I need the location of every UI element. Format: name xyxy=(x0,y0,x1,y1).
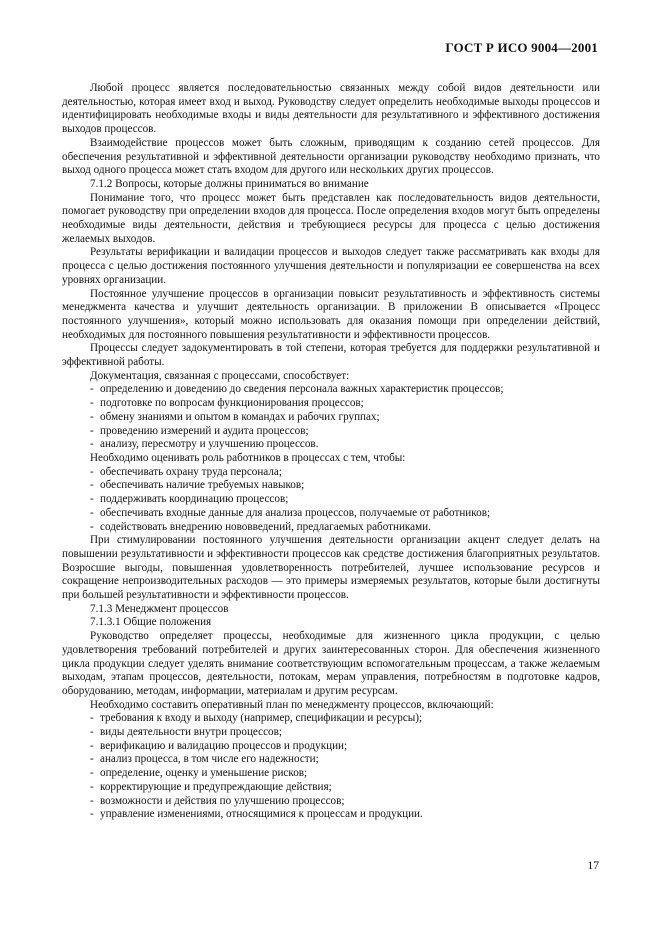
list-item xyxy=(62,438,600,452)
list-item-text: проведению измерений и аудита процессов; xyxy=(100,424,309,437)
list-marker: - xyxy=(90,479,94,492)
list-item-text: анализ процесса, в том числе его надежности; xyxy=(100,753,319,766)
list-item-text: верификацию и валидацию процессов и продукции; xyxy=(100,739,348,752)
list-item xyxy=(62,726,600,740)
list-marker: - xyxy=(90,383,94,396)
list-marker: - xyxy=(90,712,94,725)
standard-header: ГОСТ Р ИСО 9004—2001 xyxy=(445,40,598,55)
paragraph: 7.1.3.1 Общие положения xyxy=(90,616,212,629)
list-item xyxy=(62,493,600,507)
list-item xyxy=(62,521,600,535)
list-marker: - xyxy=(90,520,94,533)
list-marker: - xyxy=(90,794,94,807)
list-item xyxy=(62,808,600,822)
list-item xyxy=(62,753,600,767)
list-marker: - xyxy=(90,493,94,506)
list-marker: - xyxy=(90,739,94,752)
paragraph: Руководство определяет процессы, необходимые для жизненного цикла продукции, с целью удовлетворения требований потребителей и других заинтересованных сторон. Для обеспечения жизненного цикла продукции следует уделять внимание соответствующим вспомогательным процессам, а также желаемым выходам, этапам процессов, деятельности, потокам, мерам управления, потребностям в подготовке кадров, оборудованию, методам, информации, материалам и другим ресурсам. xyxy=(62,630,600,697)
paragraph: Результаты верификации и валидации процессов и выходов следует также рассматривать как входы для процесса с целью достижения постоянного улучшения деятельности и популяризации ее совершенства на всех уровнях организации. xyxy=(62,246,600,286)
list-item-text: управление изменениями, относящимися к процессам и продукции. xyxy=(100,808,423,821)
list-item-text: требования к входу и выходу (например, спецификации и ресурсы); xyxy=(100,712,423,725)
list-item-text: анализу, пересмотру и улучшению процессов. xyxy=(100,438,319,451)
list-marker: - xyxy=(90,397,94,410)
list-item xyxy=(62,740,600,754)
list-item xyxy=(62,781,600,795)
paragraph: Взаимодействие процессов может быть сложным, приводящим к созданию сетей процессов. Для обеспечения результативной и эффективной деятельности организации руководству необходимо признать, что выход одного процесса может стать входом для другого или нескольких других процессов. xyxy=(62,136,600,177)
paragraph: Постоянное улучшение процессов в организации повысит результативность и эффективность системы менеджмента качества и улучшит деятельность организации. В приложении В описывается «Процесс постоянного улучшения», который можно использовать для оказания помощи при определении действий, необходимых для постоянного повышения результативности и эффективности процессов. xyxy=(62,287,600,341)
list-item-text: обмену знаниями и опытом в командах и рабочих группах; xyxy=(100,410,380,423)
list-item-text: обеспечивать охрану труда персонала; xyxy=(100,465,282,478)
list-item xyxy=(62,712,600,726)
list-item-text: обеспечивать входные данные для анализа процессов, получаемые от работников; xyxy=(100,506,491,519)
list-item-text: корректирующие и предупреждающие действия; xyxy=(100,780,332,793)
list-item xyxy=(62,767,600,781)
list-item xyxy=(62,507,600,521)
list-item xyxy=(62,479,600,493)
paragraph: Процессы следует задокументировать в той степени, которая требуется для поддержки результативной и эффективной работы. xyxy=(62,342,600,369)
list-item-text: содействовать внедрению нововведений, предлагаемых работниками. xyxy=(100,520,431,533)
list-item-text: поддерживать координацию процессов; xyxy=(100,493,289,506)
list-item-text: определению и доведению до сведения персонала важных характеристик процессов; xyxy=(100,383,504,396)
list-marker: - xyxy=(90,438,94,451)
list-item xyxy=(62,411,600,425)
paragraph: 7.1.3 Менеджмент процессов xyxy=(90,602,229,615)
list-marker: - xyxy=(90,753,94,766)
list-marker: - xyxy=(90,767,94,780)
list-item-text: обеспечивать наличие требуемых навыков; xyxy=(100,479,305,492)
list-item xyxy=(62,383,600,397)
list-marker: - xyxy=(90,726,94,739)
list-item xyxy=(62,795,600,809)
list-marker: - xyxy=(90,410,94,423)
paragraph: При стимулировании постоянного улучшения деятельности организации акцент следует делать на повышении результативности и эффективности процессов как средстве достижения благоприятных результатов. Возросшие выгоды, повышенная удовлетворенность потребителей, лучшее использование ресурсов и сокращение непроизводительных расходов — это примеры измеряемых результатов, которые были достигнуты при большей результативности и эффективности процессов. xyxy=(62,534,600,602)
list-item xyxy=(62,466,600,480)
paragraph: Необходимо составить оперативный план по менеджменту процессов, включающий: xyxy=(90,698,494,711)
paragraph: Понимание того, что процесс может быть представлен как последовательность видов деятельности, помогает руководству при определении входов для процесса. После определения входов могут быть определены необходимые виды деятельности, действия и требующиеся ресурсы для процесса с целью достижения желаемых выходов. xyxy=(62,191,600,245)
page-number: 17 xyxy=(587,860,599,872)
list-marker: - xyxy=(90,780,94,793)
list-item xyxy=(62,425,600,439)
list-marker: - xyxy=(90,465,94,478)
list-marker: - xyxy=(90,506,94,519)
list-item xyxy=(62,397,600,411)
paragraph: 7.1.2 Вопросы, которые должны приниматься во внимание xyxy=(90,177,369,190)
list-marker: - xyxy=(90,424,94,437)
paragraph: Любой процесс является последовательностью связанных между собой видов деятельности или деятельностью, которая имеет вход и выход. Руководству следует определить необходимые выходы процессов и идентифицировать необходимые входы и виды деятельности для результативного и эффективного достижения выходов процессов. xyxy=(62,82,600,136)
list-item-text: подготовке по вопросам функционирования процессов; xyxy=(100,397,364,410)
list-item-text: определение, оценку и уменьшение рисков; xyxy=(100,767,308,780)
list-item-text: виды деятельности внутри процессов; xyxy=(100,726,282,739)
paragraph: Документация, связанная с процессами, способствует: xyxy=(90,369,350,382)
paragraph: Необходимо оценивать роль работников в процессах с тем, чтобы: xyxy=(90,451,406,464)
list-marker: - xyxy=(90,808,94,821)
list-item-text: возможности и действия по улучшению процессов; xyxy=(100,794,345,807)
document-body xyxy=(62,82,600,822)
